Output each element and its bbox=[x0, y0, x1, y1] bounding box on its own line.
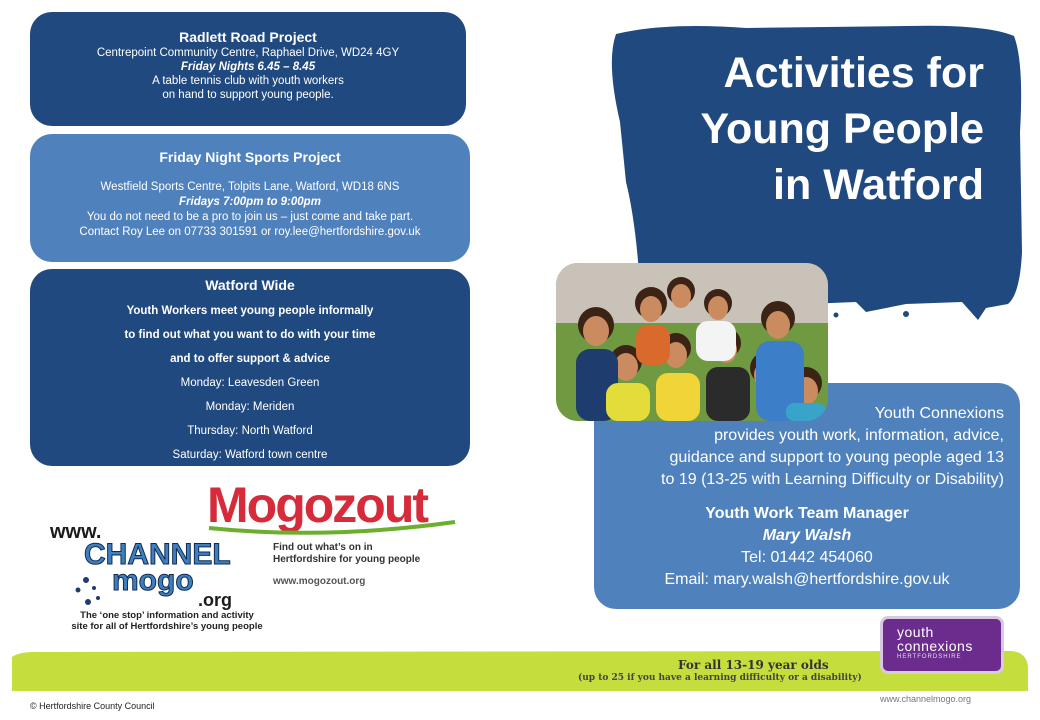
session-item: Monday: Meriden bbox=[205, 401, 295, 413]
svg-text:mogo: mogo bbox=[112, 564, 194, 597]
session-item: Saturday: Watford town centre bbox=[172, 449, 328, 461]
yc-logo-line-1: youth bbox=[897, 624, 934, 640]
friday-title: Friday Night Sports Project bbox=[159, 149, 341, 165]
info-org: Youth Connexions bbox=[874, 405, 1004, 422]
watford-wide-panel bbox=[30, 269, 470, 466]
group-photo-image bbox=[556, 263, 828, 421]
channel-mogo-ad bbox=[48, 518, 278, 636]
radlett-address: Centrepoint Community Centre, Raphael Drive, WD24 4GY bbox=[96, 47, 400, 59]
youth-connexions-logo bbox=[880, 616, 1004, 674]
session-item: Monday: Leavesden Green bbox=[180, 377, 320, 389]
copyright: © Hertfordshire County Council bbox=[30, 701, 155, 711]
svg-text:CHANNEL: CHANNEL bbox=[84, 538, 231, 571]
info-name: Mary Walsh bbox=[762, 527, 852, 544]
yc-logo-line-2: connexions bbox=[897, 638, 973, 654]
info-role: Youth Work Team Manager bbox=[705, 505, 909, 522]
session-item: Thursday: North Watford bbox=[187, 425, 313, 437]
friday-sports-panel bbox=[30, 134, 470, 262]
mogozout-tagline-2: Hertfordshire for young people bbox=[273, 554, 421, 565]
svg-text:www.: www. bbox=[50, 521, 102, 543]
friday-desc: You do not need to be a pro to join us – just come and take part. bbox=[86, 211, 414, 223]
title-line-1: Activities for bbox=[723, 49, 984, 97]
mogozout-logo-text: Mogozout bbox=[207, 477, 428, 533]
age-range-band bbox=[12, 651, 1028, 691]
mogozout-url: www.mogozout.org bbox=[273, 576, 366, 587]
watford-wide-line-2: to find out what you want to do with your time bbox=[124, 329, 376, 341]
channel-mogo-tagline-2: site for all of Hertfordshire’s young people bbox=[71, 621, 263, 632]
watford-wide-line-3: and to offer support & advice bbox=[170, 353, 330, 365]
band-text-1: For all 13-19 year olds bbox=[678, 658, 829, 672]
mogozout-tagline bbox=[273, 542, 469, 566]
channel-mogo-tagline-1: The ‘one stop’ information and activity bbox=[80, 610, 254, 621]
watford-wide-title: Watford Wide bbox=[205, 277, 295, 293]
info-tel: Tel: 01442 454060 bbox=[741, 549, 873, 566]
page-title bbox=[624, 45, 984, 213]
watford-wide-line-1: Youth Workers meet young people informally bbox=[126, 305, 374, 317]
radlett-title: Radlett Road Project bbox=[179, 29, 317, 45]
yc-logo-line-3: HERTFORDSHIRE bbox=[897, 654, 962, 660]
info-line-2: guidance and support to young people aged 13 bbox=[669, 449, 1004, 466]
svg-text:.org: .org bbox=[198, 590, 232, 610]
friday-time: Fridays 7:00pm to 9:00pm bbox=[179, 196, 321, 208]
info-email: Email: mary.walsh@hertfordshire.gov.uk bbox=[664, 571, 950, 588]
mogozout-tagline-1: Find out what’s on in bbox=[273, 542, 373, 553]
info-line-1: provides youth work, information, advice, bbox=[714, 427, 1004, 444]
channel-mogo-tagline bbox=[58, 610, 276, 632]
footer-url: www.channelmogo.org bbox=[880, 694, 972, 704]
radlett-time: Friday Nights 6.45 – 8.45 bbox=[180, 61, 316, 73]
friday-address: Westfield Sports Centre, Tolpits Lane, Watford, WD18 6NS bbox=[100, 181, 400, 193]
title-line-2: Young People bbox=[700, 105, 984, 153]
band-text-2: (up to 25 if you have a learning difficulty or a disability) bbox=[578, 673, 862, 683]
radlett-desc-1: A table tennis club with youth workers bbox=[152, 75, 344, 87]
title-line-3: in Watford bbox=[773, 161, 984, 209]
group-photo bbox=[556, 263, 828, 421]
friday-contact: Contact Roy Lee on 07733 301591 or roy.lee@hertfordshire.gov.uk bbox=[79, 226, 421, 238]
channel-mogo-logo bbox=[48, 518, 278, 610]
radlett-road-panel bbox=[30, 12, 466, 126]
radlett-desc-2: on hand to support young people. bbox=[162, 89, 334, 101]
info-line-3: to 19 (13-25 with Learning Difficulty or Disability) bbox=[661, 471, 1004, 488]
